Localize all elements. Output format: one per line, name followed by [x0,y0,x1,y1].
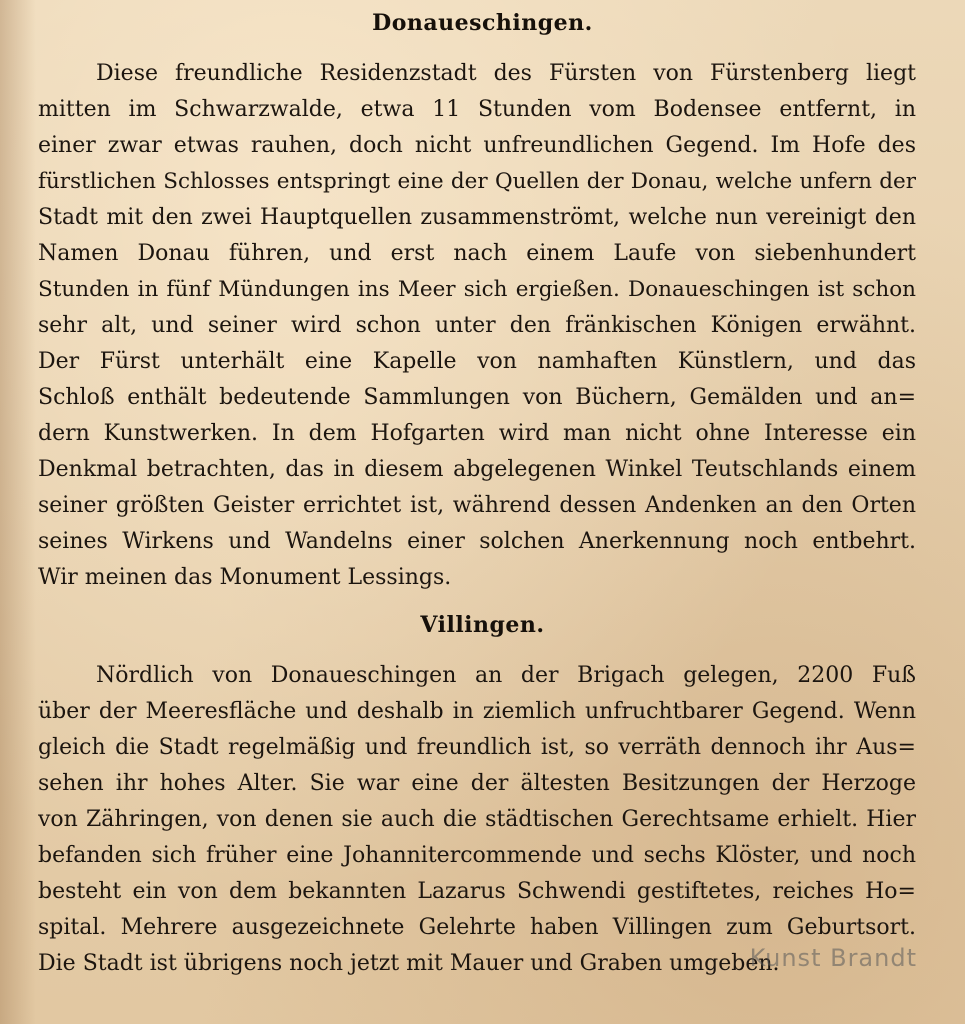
watermark: Kunst Brandt [749,944,917,972]
text-line: von Zähringen, von denen sie auch die städtischen Gerechtsame erhielt. Hier [38,807,916,832]
text-line: Stadt mit den zwei Hauptquellen zusammenströmt, welche nun vereinigt den [38,205,916,230]
text-line: Nördlich von Donaueschingen an der Brigach gelegen, 2200 Fuß [96,663,916,688]
text-line: mitten im Schwarzwalde, etwa 11 Stunden vom Bodensee entfernt, in [38,97,916,122]
text-line: sehr alt, und seiner wird schon unter den fränkischen Königen erwähnt. [38,313,916,338]
text-line: besteht ein von dem bekannten Lazarus Schwendi gestiftetes, reiches Ho= [38,879,916,904]
text-line: Schloß enthält bedeutende Sammlungen von Büchern, Gemälden und an= [38,385,916,410]
text-line: befanden sich früher eine Johannitercommende und sechs Klöster, und noch [38,843,916,868]
text-line: spital. Mehrere ausgezeichnete Gelehrte haben Villingen zum Geburtsort. [38,915,916,940]
text-line: Die Stadt ist übrigens noch jetzt mit Mauer und Graben umgeben. [38,951,780,976]
text-line: Diese freundliche Residenzstadt des Fürsten von Fürstenberg liegt [96,61,916,86]
text-line: seines Wirkens und Wandelns einer solchen Anerkennung noch entbehrt. [38,529,916,554]
section-title-donaueschingen: Donaueschingen. [372,10,593,36]
text-line: über der Meeresfläche und deshalb in ziemlich unfruchtbarer Gegend. Wenn [38,699,916,724]
text-line: gleich die Stadt regelmäßig und freundlich ist, so verräth dennoch ihr Aus= [38,735,916,760]
text-line: dern Kunstwerken. In dem Hofgarten wird man nicht ohne Interesse ein [38,421,916,446]
text-line: Der Fürst unterhält eine Kapelle von namhaften Künstlern, und das [38,349,916,374]
paragraph-villingen [38,658,916,982]
text-line: Namen Donau führen, und erst nach einem Laufe von siebenhundert [38,241,916,266]
text-line: seiner größten Geister errichtet ist, während dessen Andenken an den Orten [38,493,916,518]
text-line: Wir meinen das Monument Lessings. [38,565,452,590]
section-title-villingen: Villingen. [420,612,545,638]
text-line: Denkmal betrachten, das in diesem abgelegenen Winkel Teutschlands einem [38,457,916,482]
paragraph-donaueschingen [38,56,916,596]
text-line: sehen ihr hohes Alter. Sie war eine der ältesten Besitzungen der Herzoge [38,771,916,796]
text-line: Stunden in fünf Mündungen ins Meer sich ergießen. Donaueschingen ist schon [38,277,916,302]
text-line: fürstlichen Schlosses entspringt eine der Quellen der Donau, welche unfern der [38,169,916,194]
text-line: einer zwar etwas rauhen, doch nicht unfreundlichen Gegend. Im Hofe des [38,133,916,158]
